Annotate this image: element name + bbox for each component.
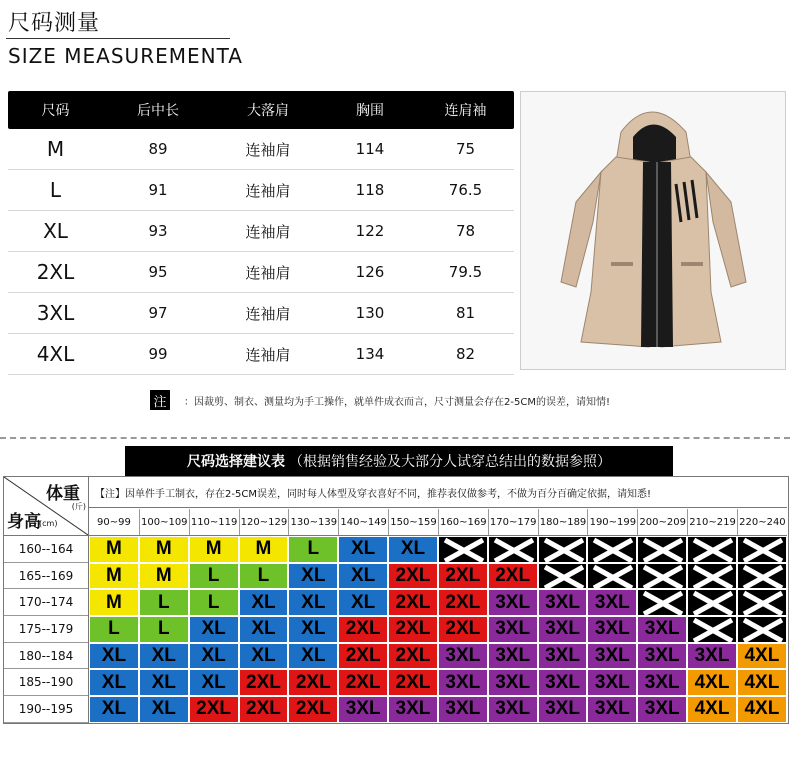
size-cell: XL [338,589,388,616]
weight-range: 170~179 [488,509,538,535]
size-cell: 3XL [438,696,488,723]
size-cell: M [139,563,189,590]
header-size: 尺码 [41,103,70,119]
size-cell: 2XL [239,669,289,696]
size-cell: 2XL [338,669,388,696]
cross-mark-icon [588,564,638,591]
unavailable-cell [737,589,787,616]
size-cell: 2XL [388,669,438,696]
size-cell: 3XL [438,643,488,670]
cross-mark-icon [688,590,738,617]
grid-row [89,669,787,696]
cross-mark-icon [638,590,688,617]
header-sleeve: 连肩袖 [444,103,487,119]
size-cell: 3XL [488,696,538,723]
size-cell: 2XL [388,643,438,670]
unavailable-cell [637,536,687,563]
size-cell: 4XL [687,696,737,723]
size-cell: 3XL [637,643,687,670]
cross-mark-icon [638,564,688,591]
row-sleeve: 79.5 [448,263,483,281]
size-cell: XL [89,669,139,696]
size-cell: L [189,563,239,590]
row-size: 2XL [36,260,75,284]
size-cell: L [89,616,139,643]
size-cell: 2XL [388,563,438,590]
row-shoulder: 连袖肩 [245,222,291,241]
size-cell: 3XL [587,696,637,723]
size-cell: 3XL [488,589,538,616]
weight-label: 体重 [46,484,80,504]
weight-range: 140~149 [338,509,388,535]
measurement-row [8,252,514,293]
cross-mark-icon [738,590,788,617]
size-cell: 2XL [239,696,289,723]
unavailable-cell [438,536,488,563]
row-sleeve: 75 [455,140,476,158]
size-cell: 4XL [737,669,787,696]
row-size: M [46,137,65,161]
weight-range: 110~119 [189,509,239,535]
row-size: L [49,178,62,202]
row-sleeve: 78 [455,222,476,240]
unavailable-cell [687,616,737,643]
row-back-length: 99 [148,345,168,363]
size-cell: 2XL [288,696,338,723]
size-cell: XL [139,696,189,723]
row-back-length: 95 [148,263,168,281]
weight-range: 220~240 [737,509,787,535]
size-cell: 3XL [538,696,588,723]
size-cell: 2XL [438,563,488,590]
size-cell: M [139,536,189,563]
recommendation-title-bold: 尺码选择建议表 [187,454,285,470]
unavailable-cell [687,536,737,563]
weight-range: 130~139 [288,509,338,535]
cross-mark-icon [539,564,589,591]
grid-row [89,616,787,643]
row-shoulder: 连袖肩 [245,304,291,323]
page-title: 尺码测量 [8,11,101,36]
row-chest: 134 [355,345,385,363]
size-cell: XL [288,616,338,643]
note-badge: 注 [150,390,170,410]
row-back-length: 97 [148,304,168,322]
size-cell: 2XL [338,643,388,670]
note-text: ：因裁剪、制衣、测量均为手工操作，就单件成衣而言，尺寸测量会存在2-5CM的误差，请知情! [184,397,610,408]
row-size: XL [43,219,68,243]
grid-row [89,589,787,616]
size-cell: 3XL [538,643,588,670]
size-cell: XL [388,536,438,563]
weight-range: 160~169 [438,509,488,535]
cross-mark-icon [489,537,539,564]
height-label: 身高 [7,512,41,532]
size-cell: 3XL [637,669,687,696]
size-cell: XL [239,616,289,643]
cross-mark-icon [688,617,738,644]
weight-range: 180~189 [538,509,588,535]
cross-mark-icon [738,617,788,644]
unavailable-cell [587,536,637,563]
height-range: 190--195 [4,696,88,723]
size-cell: XL [288,563,338,590]
measurement-row [8,170,514,211]
measurement-row [8,293,514,334]
size-cell: L [139,616,189,643]
size-cell: 2XL [388,616,438,643]
grid-row [89,696,787,723]
row-back-length: 89 [148,140,168,158]
size-cell: 2XL [488,563,538,590]
row-back-length: 93 [148,222,168,240]
unavailable-cell [737,616,787,643]
size-cell: 4XL [737,643,787,670]
size-cell: L [239,563,289,590]
size-cell: 3XL [538,589,588,616]
section-divider [0,437,790,439]
header-shoulder: 大落肩 [247,103,289,119]
row-shoulder: 连袖肩 [245,263,291,282]
size-cell: 4XL [737,696,787,723]
size-cell: 3XL [538,616,588,643]
product-photo [520,91,786,370]
unavailable-cell [687,589,737,616]
size-cell: 3XL [338,696,388,723]
size-cell: 2XL [388,589,438,616]
weight-range: 150~159 [388,509,438,535]
unavailable-cell [488,536,538,563]
size-cell: 3XL [438,669,488,696]
row-shoulder: 连袖肩 [245,181,291,200]
weight-range: 100~109 [139,509,189,535]
row-size: 4XL [36,342,75,366]
weight-range: 210~219 [687,509,737,535]
grid-body [89,536,787,723]
size-cell: 2XL [438,616,488,643]
row-back-length: 91 [148,181,168,199]
size-cell: 3XL [587,669,637,696]
size-cell: XL [89,696,139,723]
size-cell: XL [189,616,239,643]
cross-mark-icon [738,564,788,591]
cross-mark-icon [588,537,638,564]
size-cell: M [239,536,289,563]
weight-range: 190~199 [587,509,637,535]
row-chest: 126 [355,263,385,281]
size-cell: XL [139,669,189,696]
weight-range: 120~129 [239,509,289,535]
recommendation-title [125,446,673,476]
row-chest: 130 [355,304,385,322]
row-sleeve: 82 [455,345,476,363]
grid-corner [4,477,89,536]
size-cell: 2XL [288,669,338,696]
size-cell: XL [89,643,139,670]
grid-row [89,643,787,670]
size-cell: 3XL [687,643,737,670]
cross-mark-icon [688,564,738,591]
size-cell: XL [288,589,338,616]
header-back-length: 后中长 [137,103,179,119]
grid-note: 【注】因单件手工制衣，存在2-5CM误差，同时每人体型及穿衣喜好不同，推荐表仅做参考，不做为百分百确定依据，请知悉! [89,477,787,508]
row-sleeve: 81 [455,304,476,322]
unavailable-cell [687,563,737,590]
measurement-row [8,129,514,170]
weight-range: 90~99 [97,516,131,528]
unavailable-cell [637,589,687,616]
size-cell: 3XL [587,616,637,643]
size-cell: 2XL [189,696,239,723]
size-cell: 3XL [587,589,637,616]
height-range: 165--169 [4,563,88,590]
size-cell: L [288,536,338,563]
size-cell: 3XL [488,669,538,696]
measurement-row [8,211,514,252]
size-recommendation-grid [3,476,789,724]
size-cell: XL [139,643,189,670]
size-cell: 3XL [488,616,538,643]
measurement-row [8,334,514,375]
measurement-table [8,91,514,375]
size-cell: 3XL [637,616,687,643]
header-chest: 胸围 [356,103,384,119]
size-cell: XL [239,643,289,670]
size-cell: M [89,563,139,590]
size-cell: 3XL [637,696,687,723]
height-range: 160--164 [4,536,88,563]
row-chest: 122 [355,222,385,240]
size-cell: XL [338,563,388,590]
size-cell: XL [239,589,289,616]
size-cell: XL [189,643,239,670]
unavailable-cell [538,536,588,563]
size-cell: XL [288,643,338,670]
height-range: 185--190 [4,669,88,696]
weight-header-row [89,509,787,536]
row-chest: 114 [355,140,385,158]
size-cell: 3XL [587,643,637,670]
row-chest: 118 [355,181,385,199]
size-cell: XL [338,536,388,563]
jacket-illustration [521,92,785,369]
page-subtitle: SIZE MEASUREMENTA [8,44,243,68]
size-cell: M [89,536,139,563]
size-cell: L [139,589,189,616]
row-shoulder: 连袖肩 [245,345,291,364]
size-cell: 3XL [388,696,438,723]
grid-row [89,536,787,563]
measurement-table-header [8,91,514,129]
height-range: 170--174 [4,589,88,616]
unavailable-cell [737,536,787,563]
height-range: 175--179 [4,616,88,643]
unavailable-cell [737,563,787,590]
height-column [4,536,89,723]
cross-mark-icon [638,537,688,564]
size-cell: 3XL [488,643,538,670]
cross-mark-icon [539,537,589,564]
size-cell: M [189,536,239,563]
weight-range: 200~209 [637,509,687,535]
unavailable-cell [637,563,687,590]
unavailable-cell [538,563,588,590]
size-cell: L [189,589,239,616]
size-cell: M [89,589,139,616]
size-cell: 2XL [438,589,488,616]
row-sleeve: 76.5 [448,181,483,199]
row-shoulder: 连袖肩 [245,140,291,159]
recommendation-title-rest: （根据销售经验及大部分人试穿总结出的数据参照） [289,454,611,470]
cross-mark-icon [688,537,738,564]
row-size: 3XL [36,301,75,325]
unavailable-cell [587,563,637,590]
size-cell: 3XL [538,669,588,696]
cross-mark-icon [738,537,788,564]
size-cell: 4XL [687,669,737,696]
height-unit: (cm) [39,519,58,528]
size-cell: 2XL [338,616,388,643]
height-range: 180--184 [4,643,88,670]
title-divider [6,38,230,39]
size-cell: XL [189,669,239,696]
grid-row [89,563,787,590]
weight-unit: (斤) [71,502,86,511]
cross-mark-icon [439,537,489,564]
